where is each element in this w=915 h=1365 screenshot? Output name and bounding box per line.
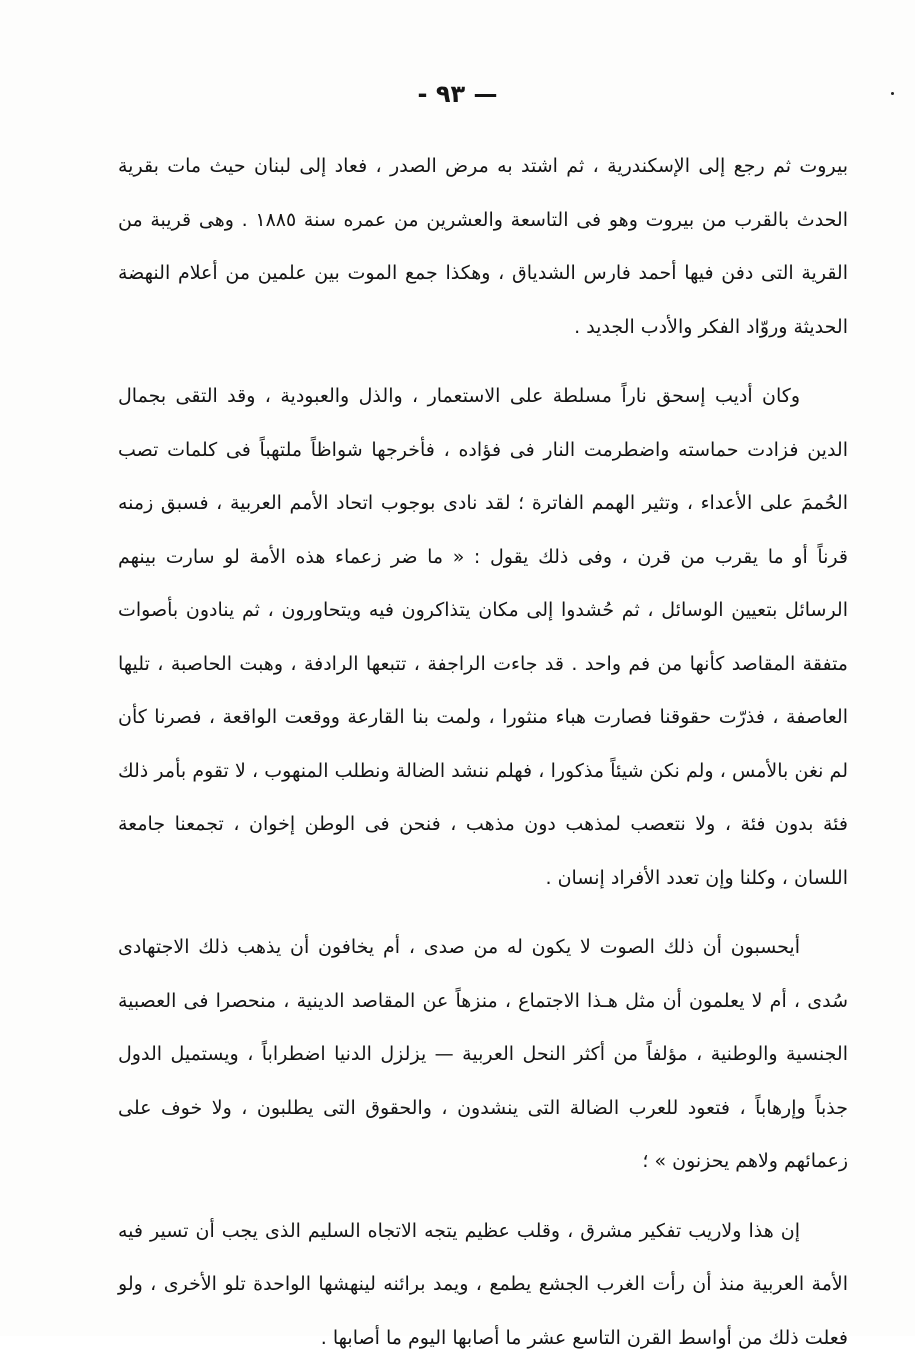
paragraph-4: إن هذا ولاريب تفكير مشرق ، وقلب عظيم يتجه الاتجاه السليم الذى يجب أن تسير فيه الأمة العربية منذ أن رأت الغرب الجشع يطمع ، ويمد برائنه لينهشها الواحدة تلو الأخرى ، ولو فعلت ذلك من أواسط القرن التاسع عشر ما أصابها اليوم ما أصابها . <box>118 1205 848 1365</box>
page-body-text <box>118 140 848 1365</box>
paragraph-3: أيحسبون أن ذلك الصوت لا يكون له من صدى ، أم يخافون أن يذهب ذلك الاجتهادى سُدى ، أم لا يعلمون أن مثل هـذا الاجتماع ، منزهاً عن المقاصد الدينية ، منحصرا فى العصبية الجنسية والوطنية ، مؤلفاً من أكثر النحل العربية — يزلزل الدنيا اضطراباً ، ويستميل الدول جذباً وإرهاباً ، فتعود للعرب الضالة التى ينشدون ، والحقوق التى يطلبون ، ولا خوف على زعمائهم ولاهم يحزنون » ؛ <box>118 921 848 1189</box>
paragraph-2: وكان أديب إسحق ناراً مسلطة على الاستعمار ، والذل والعبودية ، وقد التقى بجمال الدين فزادت حماسته واضطرمت النار فى فؤاده ، فأخرجها شواظاً ملتهباً فى كلمات تصب الحُممَ على الأعداء ، وتثير الهمم الفاترة ؛ لقد نادى بوجوب اتحاد الأمم العربية ، فسبق زمنه قرناً أو ما يقرب من قرن ، وفى ذلك يقول : « ما ضر زعماء هذه الأمة لو سارت بينهم الرسائل بتعيين الوسائل ، ثم حُشدوا إلى مكان يتذاكرون فيه ويتحاورون ، ثم ينادون بأصوات متفقة المقاصد كأنها من فم واحد . قد جاءت الراجفة ، تتبعها الرادفة ، وهبت الحاصبة ، تليها العاصفة ، فذرّت حقوقنا فصارت هباء منثورا ، ولمت بنا القارعة ووقعت الواقعة ، فصرنا كأن لم نغن بالأمس ، ولم نكن شيئاً مذكورا ، فهلم ننشد الضالة ونطلب المنهوب ، لا تقوم بأمر ذلك فئة بدون فئة ، ولا نتعصب لمذهب دون مذهب ، فنحن فى الوطن إخوان ، تجمعنا جامعة اللسان ، وكلنا وإن تعدد الأفراد إنسان . <box>118 370 848 905</box>
page-number: — ٩٣ - <box>0 80 915 108</box>
paragraph-1: بيروت ثم رجع إلى الإسكندرية ، ثم اشتد به مرض الصدر ، فعاد إلى لبنان حيث مات بقرية الحدث بالقرب من بيروت وهو فى التاسعة والعشرين من عمره سنة ١٨٨٥ . وهى قريبة من القرية التى دفن فيها أحمد فارس الشدياق ، وهكذا جمع الموت بين علمين من أعلام النهضة الحديثة وروّاد الفكر والأدب الجديد . <box>118 140 848 354</box>
scan-speck <box>891 92 894 95</box>
